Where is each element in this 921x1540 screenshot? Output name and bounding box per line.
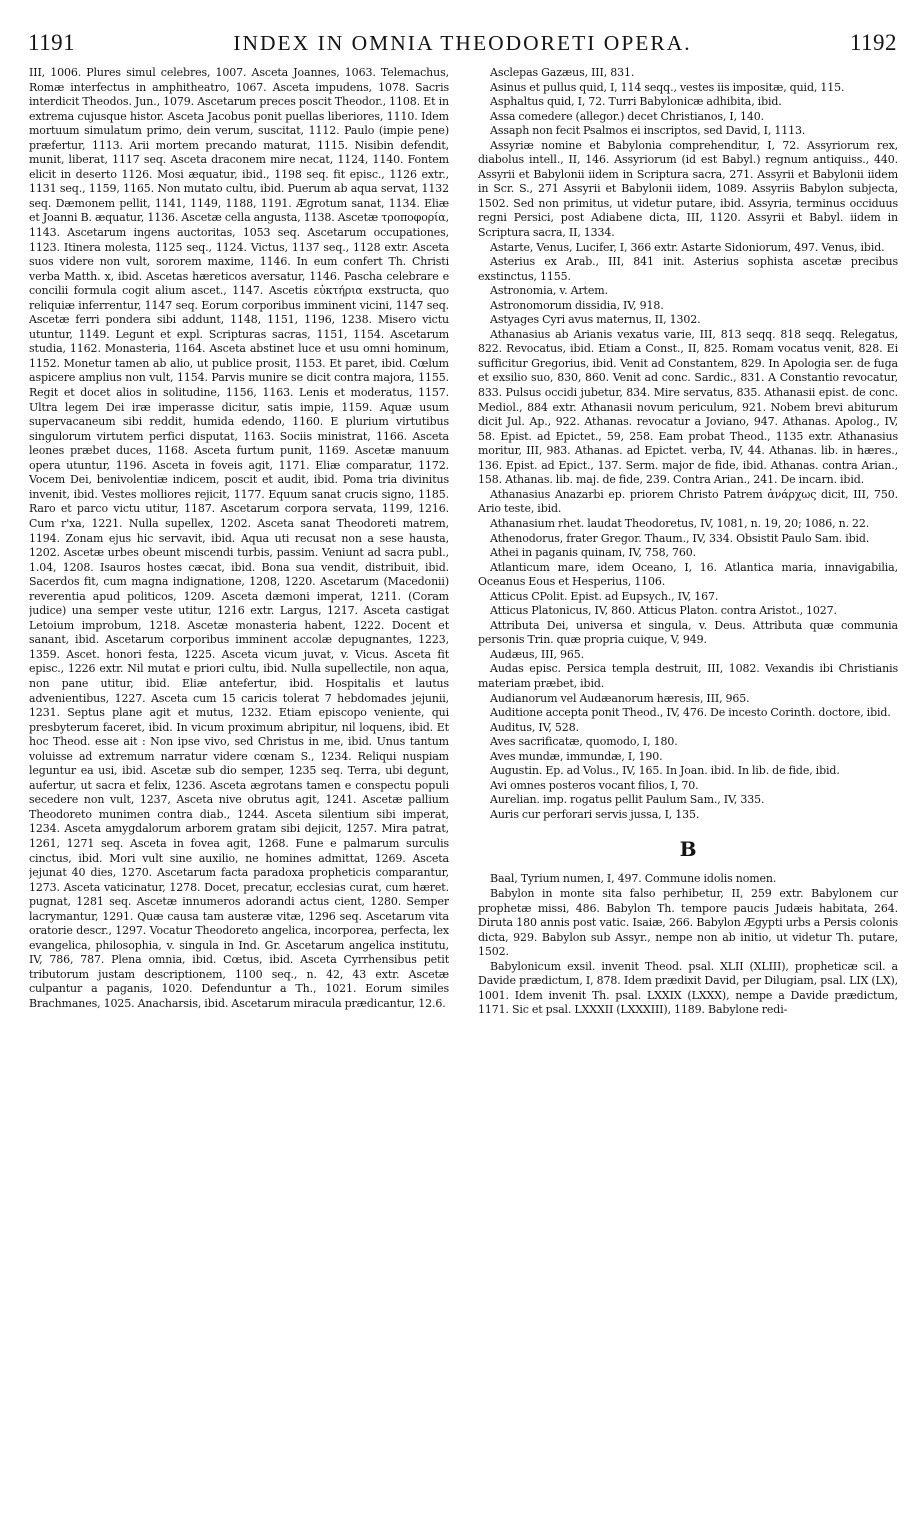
index-entry: III, 1006. Plures simul celebres, 1007. Asceta Joannes, 1063. Telemachus, Romæ interfectus in amphitheatro, 1067. Asceta impudens, 1078. Sacris interdicit Theodos. Jun., 1079. Ascetarum preces poscit Theodor., 1108. Et in extrema cujusque histor. Asceta Jacobus ponit puellas liberiores, 1110. Idem mortuum simulatum primo, dein verum, suscitat, 1112. Paulo (impie pene) præfertur, 1113. Arii mortem precando maturat, 1115. Nisibin defendit, munit, liberat, 1117 seq. Asceta draconem mire necat, 1124, 1140. Fontem elicit in deserto 1126. Mosi æquatur, ibid., 1198 seq. fit episc., 1126 extr., 1131 seq., 1159, 1165. Non mutato cultu, ibid. Puerum ab aqua servat, 1132 seq. Dæmonem pellit, 1141, 1149, 1188, 1191. Ægrotum sanat, 1134. Eliæ et Joanni B. æquatur, 1136. Ascetæ cella angusta, 1138. Ascetæ τροποφορία, 1143. Ascetarum ingens auctoritas, 1053 seq. Ascetarum occupationes, 1123. Itinera molesta, 1125 seq., 1124. Victus, 1137 seq., 1128 extr. Asceta suos videre non vult, sororem maxime, 1146. In eum confert Th. Christi verba Matth. x, ibid. Ascetas hæreticos aversatur, 1146. Pascha celebrare e concilii formula cogit alium ascet., 1147. Ascetis εὐκτήρια exstructa, quo reliquiæ inferrentur, 1147 seq. Eorum corporibus imminent vicini, 1147 seq. Ascetæ ferri pondera sibi addunt, 1148, 1151, 1196, 1238. Misero victu utuntur, 1149. Legunt et expl. Scripturas sacras, 1151, 1154. Ascetarum studia, 1162. Monasteria, 1164. Asceta abstinet luce et usu omni hominum, 1152. Monetur tamen ab alio, ut publice prosit, 1153. Et paret, ibid. Cœlum aspicere amplius non vult, 1154. Parvis munire se dicit contra majora, 1155. Regit et docet alios in solitudine, 1156, 1163. Lenis et moderatus, 1157. Ultra legem Dei iræ imperasse dicitur, satis impie, 1159. Aquæ usum supervacaneum sibi reddit, humida edendo, 1160. E plurium virtutibus singulorum virtutem perfici disputat, 1163. Sociis ministrat, 1166. Asceta leones præbet duces, 1168. Asceta furtum punit, 1169. Ascetæ manuum opera utuntur, 1196. Asceta in foveis agit, 1171. Eliæ comparatur, 1172. Vocem Dei, benivolentiæ indicem, poscit et audit, ibid. Poma tria divinitus invenit, ibid. Vestes molliores rejicit, 1177. Equum sanat crucis signo, 1185. Raro et parco victu utitur, 1187. Ascetarum corpora servata, 1199, 1216. Cum r'xa, 1221. Nulla supellex, 1202. Asceta sanat Theodoreti matrem, 1194. Zonam ejus hic servavit, ibid. Aqua uti recusat non a sese hausta, 1202. Ascetæ urbes obeunt miscendi turbis, passim. Veniunt ad sacra publ., 1.04, 1208. Isauros hostes cæcat, ibid. Bona sua vendit, distribuit, ibid. Sacerdos fit, cum magna indignatione, 1208, 1220. Ascetarum (Macedonii) reverentia apud politicos, 1209. Asceta dæmoni imperat, 1211. (Coram judice) una semper veste utitur, 1216 extr. Largus, 1217. Asceta castigat Letoium improbum, 1218. Ascetæ monasteria habent, 1222. Docent et sanant, ibid. Ascetarum corporibus imminent accolæ depugnantes, 1223, 1359. Ascet. honori festa, 1225. Asceta vicum juvat, v. Vicus. Asceta fit episc., 1226 extr. Nil mutat e priori cultu, ibid. Nulla supellectile, non aqua, non pane utitur, ibid. Eliæ antefertur, ibid. Hospitalis et lautus advenientibus, 1227. Asceta cum 15 caricis tolerat 7 hebdomades jejunii, 1231. Septus plane agit et mutus, 1232. Etiam episcopo veniente, qui presbyterum faceret, ibid. In vicum proximum abripitur, nil loquens, ibid. Et hoc Theod. esse ait : Non ipse vivo, sed Christus in me, ibid. Unus tantum voluisse ad extremum narratur videre cœnam S., 1234. Reliqui nuspiam leguntur ea usi, ibid. Ascetæ sub dio semper, 1235 seq. Terra, ubi degunt, aufertur, ut sacra et felix, 1236. Asceta ægrotans tamen e conspectu populi secedere non vult, 1237, Asceta nive obrutus agit, 1241. Ascetæ pallium Theodoreto munimen contra diab., 1244. Asceta silentium sibi imperat, 1234. Asceta amygdalorum arborem gratam sibi dejicit, 1257. Mira patrat, 1261, 1271 seq. Asceta in fovea agit, 1268. Fune e palmarum surculis cinctus, ibid. Mori vult sine auxilio, ne homines admittat, 1269. Asceta jejunat 40 dies, 1270. Ascetarum facta paradoxa propheticis comparantur, 1273. Asceta vaticinatur, 1278. Docet, precatur, ecclesias curat, cum hæret. pugnat, 1281 seq. Ascetæ innumeros adorandi actus cient, 1280. Semper lacrymantur, 1291. Quæ causa tam austeræ vitæ, 1296 seq. Ascetarum vita oratorie descr., 1297. Vocatur Theodoreto angelica, incorporea, perfecta, lex evangelica, philosophia, v. singula in Ind. Gr. Ascetarum angelica institutu, IV, 786, 787. Plena omnia, ibid. Cœtus, ibid. Asceta Cyrrhensibus petit tributorum justam descriptionem, 1100 seq., n. 42, 43 extr. Ascetæ culpantur a paganis, 1020. Defenduntur a Th., 1021. Eorum similes Brachmanes, 1025. Anacharsis, ibid. Ascetarum miracula prædicantur, 12.6. — [29, 66, 449, 1010]
index-entry: Augustin. Ep. ad Volus., IV, 165. In Joan. ibid. In lib. de fide, ibid. — [490, 764, 840, 778]
index-entry: Auditus, IV, 528. — [490, 720, 579, 734]
left-column — [29, 66, 449, 1526]
page-number-left: 1191 — [28, 30, 76, 55]
index-entry: Astarte, Venus, Lucifer, I, 366 extr. Astarte Sidoniorum, 497. Venus, ibid. — [490, 240, 885, 254]
index-entry: Astyages Cyri avus maternus, II, 1302. — [490, 313, 701, 327]
section-letter-heading: B — [679, 837, 697, 862]
index-entry: Atlanticum mare, idem Oceano, I, 16. Atlantica maria, innavigabilia, Oceanus Eous et Hesperius, 1106. — [478, 560, 898, 589]
index-entry: Babylonicum exsil. invenit Theod. psal. XLII (XLIII), propheticæ scil. a Davide prædictum, I, 878. Idem prædixit David, per Dilugiam, psal. LIX (LX), 1001. Idem invenit Th. psal. LXXIX (LXXX), nempe a Davide prædictum, 1171. Sic et psal. LXXXII (LXXXIII), 1189. Babylone redi- — [478, 959, 898, 1017]
index-entry: Assyriæ nomine et Babylonia comprehenditur, I, 72. Assyriorum rex, diabolus intell., II, 146. Assyriorum (id est Babyl.) regnum antiquiss., 440. Assyrii et Babylonii iidem in Scriptura sacra, 271. Assyrii et Babylonii iidem in Scr. S., 271 Assyrii et Babylonii iidem, 1089. Assyriis Babylon subjecta, 1502. Sed non primitus, ut videtur putare, ibid. Assyria, terminus occiduus regni Persici, post Adiabene dicta, III, 1120. Assyrii et Babyl. iidem in Scriptura sacra, II, 1334. — [478, 138, 898, 240]
index-entry: Athanasium rhet. laudat Theodoretus, IV, 1081, n. 19, 20; 1086, n. 22. — [490, 516, 870, 530]
index-entry: Astronomia, v. Artem. — [490, 284, 608, 298]
index-entry: Asclepas Gazæus, III, 831. — [490, 66, 635, 79]
index-entry: Atticus CPolit. Epist. ad Eupsych., IV, 167. — [490, 589, 719, 603]
index-entry: Asphaltus quid, I, 72. Turri Babylonicæ adhibita, ibid. — [490, 95, 782, 109]
index-entry: Assa comedere (allegor.) decet Christianos, I, 140. — [490, 109, 765, 123]
index-entry: Attributa Dei, universa et singula, v. Deus. Attributa quæ communia personis Trin. quæ propria cuique, V, 949. — [478, 618, 898, 647]
right-column — [478, 66, 898, 1526]
index-entry: Audianorum vel Audæanorum hæresis, III, 965. — [490, 691, 750, 705]
index-entry: Auris cur perforari servis jussa, I, 135. — [490, 807, 700, 821]
index-entry: Aves sacrificatæ, quomodo, I, 180. — [490, 735, 678, 749]
index-entry: Babylon in monte sita falso perhibetur, II, 259 extr. Babylonem cur prophetæ missi, 486. Babylon Th. tempore paucis Judæis habitata, 264. Diruta 180 annis post vatic. Isaiæ, 266. Babylon Ægypti urbs a Persis colonis dicta, 929. Babylon sub Assyr., nempe non ab initio, ut videtur Th. putare, 1502. — [478, 886, 898, 959]
index-entry: Atticus Platonicus, IV, 860. Atticus Platon. contra Aristot., 1027. — [490, 604, 837, 618]
index-entry: Athei in paganis quinam, IV, 758, 760. — [490, 546, 697, 560]
index-entry: Aurelian. imp. rogatus pellit Paulum Sam., IV, 335. — [490, 793, 765, 807]
index-entry: Aves mundæ, immundæ, I, 190. — [490, 749, 663, 763]
index-entry: Asterius ex Arab., III, 841 init. Asterius sophista ascetæ precibus exstinctus, 1155. — [478, 255, 898, 283]
index-entry: Athanasius Anazarbi ep. priorem Christo Patrem ἀνάρχως dicit, III, 750. Ario teste, ibid. — [478, 487, 898, 516]
index-entry: Auditione accepta ponit Theod., IV, 476. De incesto Corinth. doctore, ibid. — [490, 706, 891, 720]
index-entry: Audæus, III, 965. — [490, 647, 585, 661]
index-entry: Avi omnes posteros vocant filios, I, 70. — [490, 778, 699, 792]
index-entry: Astronomorum dissidia, IV, 918. — [490, 298, 664, 312]
index-entry: Athenodorus, frater Gregor. Thaum., IV, 334. Obsistit Paulo Sam. ibid. — [490, 531, 870, 545]
running-header — [28, 30, 897, 64]
index-entry: Athanasius ab Arianis vexatus varie, III, 813 seqq. 818 seqq. Relegatus, 822. Revocatus, ibid. Etiam a Const., II, 825. Romam vocatus venit, 828. Ei sufficitur Gregorius, ibid. Venit ad Constantem, 829. In Apologia ser. de fuga et exsilio suo, 830, 860. Venit ad conc. Sardic., 831. A Constantio revocatur, 833. Pulsus occidi jubetur, 834. Mire servatus, 835. Athanasii epist. de conc. Mediol., 884 extr. Athanasii novum periculum, 921. Nobem brevi abiturum dicit Jul. Ap., 922. Athanas. revocatur a Joviano, 947. Athanas. Apolog., IV, 58. Epist. ad Epictet., 59, 258. Eam probat Theod., 1135 extr. Athanasius moritur, III, 983. Athanas. ad Epictet. verba, IV, 44. Athanas. lib. in hæres., 136. Epist. ad Epict., 137. Serm. major de fide, ibid. Athanas. contra Arian., 158. Athanas. lib. maj. de fide, 239. Contra Arian., 241. De incarn. ibid. — [478, 327, 898, 487]
index-entry: Asinus et pullus quid, I, 114 seqq., vestes iis impositæ, quid, 115. — [490, 80, 845, 94]
page-number-right: 1192 — [849, 30, 897, 55]
index-entry: Assaph non fecit Psalmos ei inscriptos, sed David, I, 1113. — [490, 124, 806, 138]
index-entry: Baal, Tyrium numen, I, 497. Commune idolis nomen. — [490, 872, 777, 886]
index-entry: Audas episc. Persica templa destruit, III, 1082. Vexandis ibi Christianis materiam præbet, ibid. — [478, 662, 898, 690]
running-title: INDEX IN OMNIA THEODORETI OPERA. — [233, 31, 692, 55]
